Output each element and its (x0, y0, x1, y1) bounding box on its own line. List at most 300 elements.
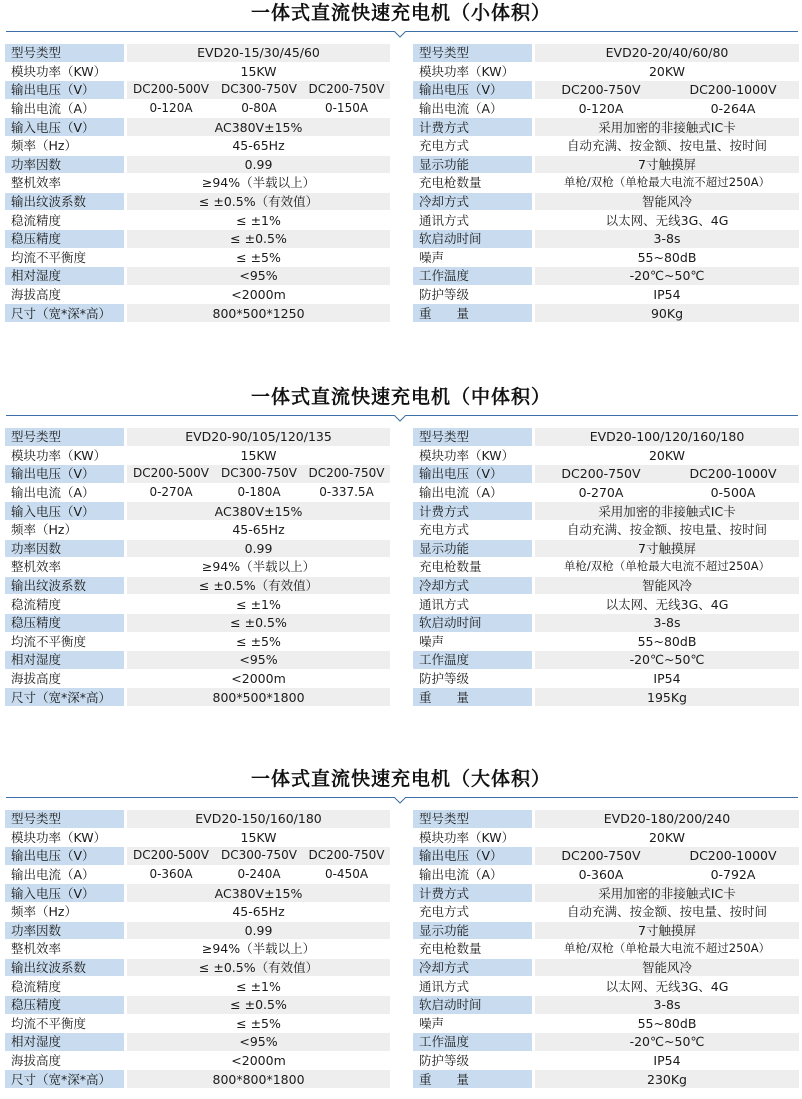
spec-label: 输出纹波系数 (5, 959, 124, 977)
table-row (413, 810, 799, 828)
table-row (413, 267, 799, 285)
spec-label: 模块功率（KW） (419, 447, 515, 463)
table-row (5, 465, 390, 483)
spec-label: 输出电压（V） (5, 847, 124, 865)
spec-value: 单枪/双枪（单枪最大电流不超过250A） (563, 941, 771, 956)
spec-value: ≤ ±0.5% (127, 614, 390, 632)
spec-label: 显示功能 (413, 156, 532, 174)
spec-value: EVD20-15/30/45/60 (127, 44, 390, 62)
spec-value: <2000m (231, 1053, 286, 1069)
spec-value: DC200-1000V (667, 465, 799, 483)
spec-value: -20℃~50℃ (535, 267, 799, 285)
spec-label: 充电枪数量 (419, 175, 482, 191)
spec-value: 0-360A (149, 867, 193, 882)
spec-label: 均流不平衡度 (11, 633, 87, 649)
spec-value: DC300-750V (215, 81, 303, 99)
spec-label: 模块功率（KW） (419, 829, 515, 845)
spec-value: 0-792A (710, 867, 756, 883)
spec-value: DC200-1000V (667, 847, 799, 865)
spec-value: 800*500*1250 (127, 304, 390, 322)
spec-label: 整机效率 (11, 941, 62, 957)
spec-label: 型号类型 (413, 428, 532, 446)
spec-label: 型号类型 (5, 44, 124, 62)
spec-label: 计费方式 (413, 118, 532, 136)
table-row (5, 996, 390, 1014)
spec-value: <2000m (231, 287, 286, 303)
spec-value: 0-80A (241, 101, 277, 116)
table-row (413, 81, 799, 99)
spec-value: DC200-750V (303, 81, 390, 99)
section-title: 一体式直流快速充电机（大体积） (250, 768, 551, 790)
table-row (413, 903, 799, 921)
table-row (5, 810, 390, 828)
spec-value: ≥94%（半载以上） (201, 559, 316, 575)
spec-table-left (5, 427, 390, 707)
spec-label: 充电枪数量 (419, 559, 482, 575)
section-title: 一体式直流快速充电机（中体积） (250, 386, 551, 408)
spec-value: ≤ ±1% (236, 596, 281, 612)
table-row (413, 44, 799, 62)
spec-value: 800*800*1800 (127, 1070, 390, 1088)
table-row (413, 174, 799, 192)
table-row (413, 959, 799, 977)
spec-value: 55~80dB (637, 249, 697, 265)
spec-value: 单枪/双枪（单枪最大电流不超过250A） (563, 175, 771, 190)
table-row (413, 1033, 799, 1051)
spec-value: EVD20-150/160/180 (127, 810, 390, 828)
spec-label: 噪声 (419, 633, 445, 649)
spec-value: 智能风冷 (535, 577, 799, 595)
table-row (5, 614, 390, 632)
spec-value: DC200-500V (127, 847, 215, 865)
table-row (413, 63, 799, 81)
spec-value: EVD20-90/105/120/135 (127, 428, 390, 446)
table-row (413, 465, 799, 483)
spec-label: 功率因数 (5, 922, 124, 940)
spec-label: 型号类型 (413, 810, 532, 828)
spec-label: 充电方式 (419, 138, 470, 154)
table-row (5, 428, 390, 446)
table-row (413, 977, 799, 995)
spec-label: 均流不平衡度 (11, 249, 87, 265)
table-row (413, 651, 799, 669)
section-title: 一体式直流快速充电机（小体积） (250, 2, 551, 24)
spec-label: 冷却方式 (413, 577, 532, 595)
table-row (413, 211, 799, 229)
table-row (5, 447, 390, 465)
spec-value: ≤ ±1% (236, 978, 281, 994)
spec-value: 0.99 (127, 156, 390, 174)
table-row (413, 633, 799, 651)
spec-label: 输入电压（V） (5, 884, 124, 902)
spec-value: 0-360A (578, 867, 624, 883)
table-row (413, 1052, 799, 1070)
table-row (5, 118, 390, 136)
spec-label: 噪声 (419, 249, 445, 265)
spec-value: 20KW (648, 63, 686, 79)
divider-notch-icon (394, 31, 406, 39)
table-row (5, 1052, 390, 1070)
spec-label: 海拔高度 (11, 287, 62, 303)
spec-value: 7寸触摸屏 (535, 540, 799, 558)
table-row (5, 595, 390, 613)
spec-value: 以太网、无线3G、4G (605, 978, 729, 994)
table-row (413, 118, 799, 136)
spec-value: AC380V±15% (127, 502, 390, 520)
spec-label: 输入电压（V） (5, 118, 124, 136)
table-row (5, 940, 390, 958)
table-row (5, 249, 390, 267)
spec-label: 充电枪数量 (419, 941, 482, 957)
table-row (413, 996, 799, 1014)
table-row (5, 502, 390, 520)
spec-value: DC200-750V (535, 81, 667, 99)
spec-label: 工作温度 (413, 1033, 532, 1051)
divider-notch-icon (394, 797, 406, 805)
spec-label: 冷却方式 (413, 959, 532, 977)
spec-label: 充电方式 (419, 904, 470, 920)
table-row (413, 847, 799, 865)
table-row (413, 304, 799, 322)
spec-label: 输出电流（A） (11, 867, 95, 883)
table-row (413, 137, 799, 155)
spec-value: 20KW (648, 447, 686, 463)
spec-value: 0-120A (149, 101, 193, 116)
spec-label: 防护等级 (419, 287, 470, 303)
spec-label: 相对湿度 (5, 1033, 124, 1051)
table-row (5, 44, 390, 62)
spec-label: 频率（Hz） (11, 138, 77, 154)
table-row (5, 156, 390, 174)
spec-value: 0-270A (578, 485, 624, 501)
spec-value: 3-8s (535, 614, 799, 632)
table-row (413, 230, 799, 248)
spec-label: 稳压精度 (5, 614, 124, 632)
table-row (5, 63, 390, 81)
spec-value: EVD20-20/40/60/80 (535, 44, 799, 62)
spec-label: 输出电流（A） (419, 867, 503, 883)
spec-label: 输出电流（A） (11, 101, 95, 117)
spec-value: EVD20-180/200/240 (535, 810, 799, 828)
spec-label: 稳压精度 (5, 996, 124, 1014)
spec-value: 自动充满、按金额、按电量、按时间 (566, 904, 767, 920)
spec-value: 15KW (240, 63, 277, 79)
table-row (413, 1070, 799, 1088)
spec-value: 0-180A (237, 485, 281, 500)
spec-value: 20KW (648, 829, 686, 845)
spec-table-right (413, 43, 799, 323)
spec-label: 模块功率（KW） (419, 63, 515, 79)
table-row (5, 1070, 390, 1088)
spec-value: 0-120A (578, 101, 624, 117)
spec-table-left (5, 43, 390, 323)
spec-value: 15KW (240, 829, 277, 845)
table-row (5, 100, 390, 118)
table-row (5, 484, 390, 502)
spec-value: 0.99 (127, 540, 390, 558)
spec-value: 0-450A (324, 867, 369, 882)
table-row (5, 651, 390, 669)
table-row (413, 1015, 799, 1033)
spec-label: 输出电流（A） (419, 101, 503, 117)
spec-label: 模块功率（KW） (11, 829, 107, 845)
table-row (413, 428, 799, 446)
table-row (5, 633, 390, 651)
spec-value: ≤ ±0.5% (127, 996, 390, 1014)
table-row (413, 193, 799, 211)
spec-value: ≤ ±0.5% (127, 230, 390, 248)
spec-value: 智能风冷 (535, 959, 799, 977)
spec-value: 0.99 (127, 922, 390, 940)
table-row (5, 903, 390, 921)
spec-value: DC200-750V (303, 847, 390, 865)
spec-value: 45-65Hz (232, 138, 285, 154)
spec-label: 软启动时间 (413, 614, 532, 632)
table-row (5, 174, 390, 192)
spec-label: 输出电压（V） (5, 81, 124, 99)
spec-value: DC200-500V (127, 81, 215, 99)
spec-value: 15KW (240, 447, 277, 463)
spec-label: 频率（Hz） (11, 522, 77, 538)
spec-label: 重 量 (413, 304, 532, 322)
spec-value: 采用加密的非接触式IC卡 (535, 502, 799, 520)
spec-label: 输入电压（V） (5, 502, 124, 520)
table-row (5, 959, 390, 977)
spec-label: 型号类型 (5, 428, 124, 446)
spec-value: 自动充满、按金额、按电量、按时间 (566, 138, 767, 154)
table-row (413, 688, 799, 706)
spec-label: 输出纹波系数 (5, 577, 124, 595)
spec-value: EVD20-100/120/160/180 (535, 428, 799, 446)
divider-notch-icon (394, 415, 406, 423)
spec-value: 以太网、无线3G、4G (605, 596, 729, 612)
spec-label: 尺寸（宽*深*高） (5, 688, 124, 706)
table-row (5, 81, 390, 99)
table-row (413, 922, 799, 940)
table-row (5, 1015, 390, 1033)
spec-label: 稳压精度 (5, 230, 124, 248)
spec-label: 工作温度 (413, 651, 532, 669)
spec-value: 3-8s (535, 230, 799, 248)
spec-label: 工作温度 (413, 267, 532, 285)
spec-value: 0-150A (324, 101, 369, 116)
spec-value: 7寸触摸屏 (535, 156, 799, 174)
spec-table-left (5, 809, 390, 1089)
spec-value: 单枪/双枪（单枪最大电流不超过250A） (563, 559, 771, 574)
table-row (413, 670, 799, 688)
table-row (5, 577, 390, 595)
spec-label: 通讯方式 (419, 212, 470, 228)
spec-value: 90Kg (535, 304, 799, 322)
spec-value: 230Kg (535, 1070, 799, 1088)
spec-value: <95% (127, 1033, 390, 1051)
spec-value: 以太网、无线3G、4G (605, 212, 729, 228)
spec-value: 7寸触摸屏 (535, 922, 799, 940)
table-row (413, 249, 799, 267)
spec-value: 45-65Hz (232, 522, 285, 538)
spec-label: 相对湿度 (5, 267, 124, 285)
spec-value: IP54 (653, 1053, 681, 1069)
table-row (5, 230, 390, 248)
spec-label: 功率因数 (5, 156, 124, 174)
table-row (5, 558, 390, 576)
table-row (413, 940, 799, 958)
spec-label: 输出电压（V） (5, 465, 124, 483)
spec-value: DC300-750V (215, 847, 303, 865)
spec-label: 显示功能 (413, 922, 532, 940)
spec-value: 0-270A (149, 485, 193, 500)
spec-label: 功率因数 (5, 540, 124, 558)
table-row (413, 884, 799, 902)
spec-label: 显示功能 (413, 540, 532, 558)
spec-value: 自动充满、按金额、按电量、按时间 (566, 522, 767, 538)
spec-value: ≥94%（半载以上） (201, 175, 316, 191)
spec-label: 型号类型 (5, 810, 124, 828)
table-row (413, 829, 799, 847)
spec-value: 55~80dB (637, 1015, 697, 1031)
table-row (5, 670, 390, 688)
spec-value: ≤ ±5% (236, 249, 281, 265)
spec-value: AC380V±15% (127, 884, 390, 902)
spec-label: 模块功率（KW） (11, 63, 107, 79)
spec-value: ≥94%（半载以上） (201, 941, 316, 957)
spec-value: 195Kg (535, 688, 799, 706)
spec-label: 整机效率 (11, 175, 62, 191)
spec-label: 输出电压（V） (413, 81, 532, 99)
spec-label: 海拔高度 (11, 1053, 62, 1069)
table-row (413, 595, 799, 613)
table-row (413, 614, 799, 632)
spec-value: ≤ ±5% (236, 1015, 281, 1031)
table-row (5, 884, 390, 902)
spec-value: <2000m (231, 671, 286, 687)
spec-label: 尺寸（宽*深*高） (5, 304, 124, 322)
spec-label: 输出电压（V） (413, 847, 532, 865)
spec-label: 整机效率 (11, 559, 62, 575)
table-row (413, 484, 799, 502)
spec-label: 均流不平衡度 (11, 1015, 87, 1031)
spec-value: IP54 (653, 287, 681, 303)
spec-value: ≤ ±1% (236, 212, 281, 228)
table-row (5, 286, 390, 304)
spec-value: DC200-1000V (667, 81, 799, 99)
table-row (413, 558, 799, 576)
spec-table-right (413, 427, 799, 707)
spec-value: 0-264A (710, 101, 756, 117)
table-row (413, 447, 799, 465)
spec-value: AC380V±15% (127, 118, 390, 136)
table-row (413, 100, 799, 118)
spec-value: 800*500*1800 (127, 688, 390, 706)
table-row (5, 540, 390, 558)
spec-value: 采用加密的非接触式IC卡 (535, 884, 799, 902)
spec-value: 0-240A (237, 867, 281, 882)
spec-value: ≤ ±0.5%（有效值） (127, 959, 390, 977)
spec-value: 采用加密的非接触式IC卡 (535, 118, 799, 136)
spec-value: 0-500A (710, 485, 756, 501)
spec-value: ≤ ±0.5%（有效值） (127, 193, 390, 211)
spec-value: IP54 (653, 671, 681, 687)
spec-label: 通讯方式 (419, 596, 470, 612)
spec-value: DC200-500V (127, 465, 215, 483)
spec-label: 稳流精度 (11, 212, 62, 228)
spec-label: 相对湿度 (5, 651, 124, 669)
spec-label: 稳流精度 (11, 978, 62, 994)
spec-label: 重 量 (413, 688, 532, 706)
table-row (413, 540, 799, 558)
spec-value: <95% (127, 651, 390, 669)
spec-value: -20℃~50℃ (535, 1033, 799, 1051)
table-row (5, 922, 390, 940)
spec-value: DC200-750V (535, 847, 667, 865)
table-row (5, 847, 390, 865)
spec-label: 软启动时间 (413, 996, 532, 1014)
spec-value: 55~80dB (637, 633, 697, 649)
spec-label: 冷却方式 (413, 193, 532, 211)
spec-label: 海拔高度 (11, 671, 62, 687)
spec-label: 计费方式 (413, 884, 532, 902)
spec-label: 输出纹波系数 (5, 193, 124, 211)
spec-table-right (413, 809, 799, 1089)
spec-label: 输出电流（A） (419, 485, 503, 501)
table-row (5, 688, 390, 706)
table-row (413, 156, 799, 174)
spec-value: <95% (127, 267, 390, 285)
table-row (5, 193, 390, 211)
table-row (5, 267, 390, 285)
table-row (5, 1033, 390, 1051)
spec-value: 0-337.5A (319, 485, 374, 500)
spec-value: ≤ ±5% (236, 633, 281, 649)
table-row (5, 211, 390, 229)
spec-label: 输出电流（A） (11, 485, 95, 501)
spec-label: 型号类型 (413, 44, 532, 62)
spec-label: 防护等级 (419, 1053, 470, 1069)
spec-label: 输出电压（V） (413, 465, 532, 483)
spec-value: 智能风冷 (535, 193, 799, 211)
table-row (5, 829, 390, 847)
table-row (5, 304, 390, 322)
spec-label: 噪声 (419, 1015, 445, 1031)
spec-label: 充电方式 (419, 522, 470, 538)
table-row (413, 286, 799, 304)
spec-value: 45-65Hz (232, 904, 285, 920)
spec-label: 模块功率（KW） (11, 447, 107, 463)
table-row (413, 521, 799, 539)
spec-label: 重 量 (413, 1070, 532, 1088)
table-row (413, 577, 799, 595)
spec-label: 频率（Hz） (11, 904, 77, 920)
table-row (5, 521, 390, 539)
spec-value: DC200-750V (303, 465, 390, 483)
table-row (413, 866, 799, 884)
table-row (5, 977, 390, 995)
spec-value: -20℃~50℃ (535, 651, 799, 669)
table-row (5, 137, 390, 155)
table-row (5, 866, 390, 884)
spec-label: 尺寸（宽*深*高） (5, 1070, 124, 1088)
spec-value: DC200-750V (535, 465, 667, 483)
spec-value: DC300-750V (215, 465, 303, 483)
table-row (413, 502, 799, 520)
spec-value: 3-8s (535, 996, 799, 1014)
spec-label: 软启动时间 (413, 230, 532, 248)
spec-label: 通讯方式 (419, 978, 470, 994)
spec-label: 稳流精度 (11, 596, 62, 612)
spec-label: 计费方式 (413, 502, 532, 520)
spec-value: ≤ ±0.5%（有效值） (127, 577, 390, 595)
spec-label: 防护等级 (419, 671, 470, 687)
